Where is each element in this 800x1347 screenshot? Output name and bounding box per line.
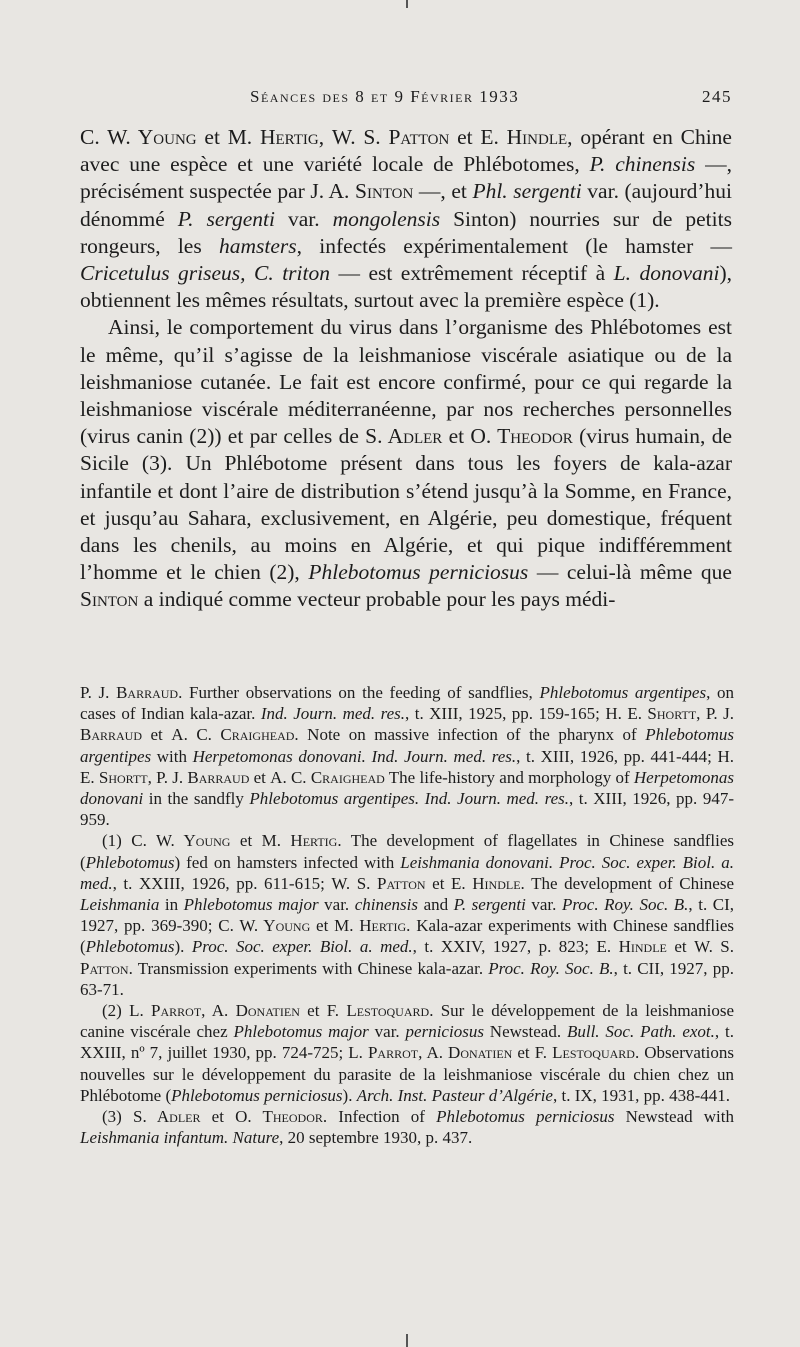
footnote-3: (3) S. Adler et O. Theodor. Infection of Phlebotomus perniciosus Newstead with Leishmania infantum. Nature, 20 septembre 1930, p. 437.	[80, 1107, 734, 1148]
paragraph-2: Ainsi, le comportement du virus dans l’organisme des Phlébotomes est le même, qu’il s’agisse de la leishmaniose viscérale asiatique ou de la leishmaniose cutanée. Le fait est encore confirmé, pour ce qui regarde la leishmaniose viscérale méditerranéenne, par nos recherches personnelles (virus canin (2)) et par celles de S. Adler et O. Theodor (virus humain, de Sicile (3). Un Phlébotome présent dans tous les foyers de kala-azar infantile et dont l’aire de distribution s’étend jusqu’à la Somme, en France, et jusqu’au Sahara, exclusivement, en Algérie, peu domestique, fréquent dans les chenils, au moins en Algérie, et qui pique indifféremment l’homme et le chien (2), Phlebotomus perniciosus — celui-là même que Sinton a indiqué comme vecteur probable pour les pays médi-	[80, 315, 732, 612]
paragraph-1: C. W. Young et M. Hertig, W. S. Patton et E. Hindle, opérant en Chine avec une espèce et une variété locale de Phlébotomes, P. chinensis —, précisément suspectée par J. A. Sinton —, et Phl. sergenti var. (aujourd’hui dénommé P. sergenti var. mongolensis Sinton) nourries sur de petits rongeurs, les hamsters, infectés expérimentalement (le hamster — Cricetulus griseus, C. triton — est extrêmement réceptif à L. donovani), obtiennent les mêmes résultats, surtout avec la première espèce (1).	[80, 125, 733, 313]
running-title: Séances des 8 et 9 Février 1933	[250, 87, 520, 106]
footnote-1: (1) C. W. Young et M. Hertig. The development of flagellates in Chinese sandflies (Phlebotomus) fed on hamsters infected with Leishmania donovani. Proc. Soc. exper. Biol. a. med., t. XXIII, 1926, pp. 611-615; W. S. Patton et E. Hindle. The development of Chinese Leishmania in Phlebotomus major var. chinensis and P. sergenti var. Proc. Roy. Soc. B., t. CI, 1927, pp. 369-390; C. W. Young et M. Hertig. Kala-azar experiments with Chinese sandflies (Phlebotomus). Proc. Soc. exper. Biol. a. med., t. XXIV, 1927, p. 823; E. Hindle et W. S. Patton. Transmission experiments with Chinese kala-azar. Proc. Roy. Soc. B., t. CII, 1927, pp. 63-71.	[80, 831, 735, 999]
footnote-2: (2) L. Parrot, A. Donatien et F. Lestoquard. Sur le développement de la leishmaniose canine viscérale chez Phlebotomus major var. perniciosus Newstead. Bull. Soc. Path. exot., t. XXIII, nº 7, juillet 1930, pp. 724-725; L. Parrot, A. Donatien et F. Lestoquard. Observations nouvelles sur le développement du parasite de la leishmaniose viscérale du chien chez un Phlébotome (Phlebotomus perniciosus). Arch. Inst. Pasteur d’Algérie, t. IX, 1931, pp. 438-441.	[80, 1001, 734, 1105]
page-number: 245	[702, 87, 732, 106]
bottom-tick-mark	[406, 1334, 408, 1347]
top-tick-mark	[406, 0, 408, 8]
footnotes	[80, 682, 734, 1148]
main-text	[80, 124, 732, 614]
footnote-continued: P. J. Barraud. Further observations on the feeding of sandflies, Phlebotomus argentipes, on cases of Indian kala-azar. Ind. Journ. med. res., t. XIII, 1925, pp. 159-165; H. E. Shortt, P. J. Barraud et A. C. Craighead. Note on massive infection of the pharynx of Phlebotomus argentipes with Herpetomonas donovani. Ind. Journ. med. res., t. XIII, 1926, pp. 441-444; H. E. Shortt, P. J. Barraud et A. C. Craighead The life-history and morphology of Herpetomonas donovani in the sandfly Phlebotomus argentipes. Ind. Journ. med. res., t. XIII, 1926, pp. 947-959.	[80, 683, 735, 830]
